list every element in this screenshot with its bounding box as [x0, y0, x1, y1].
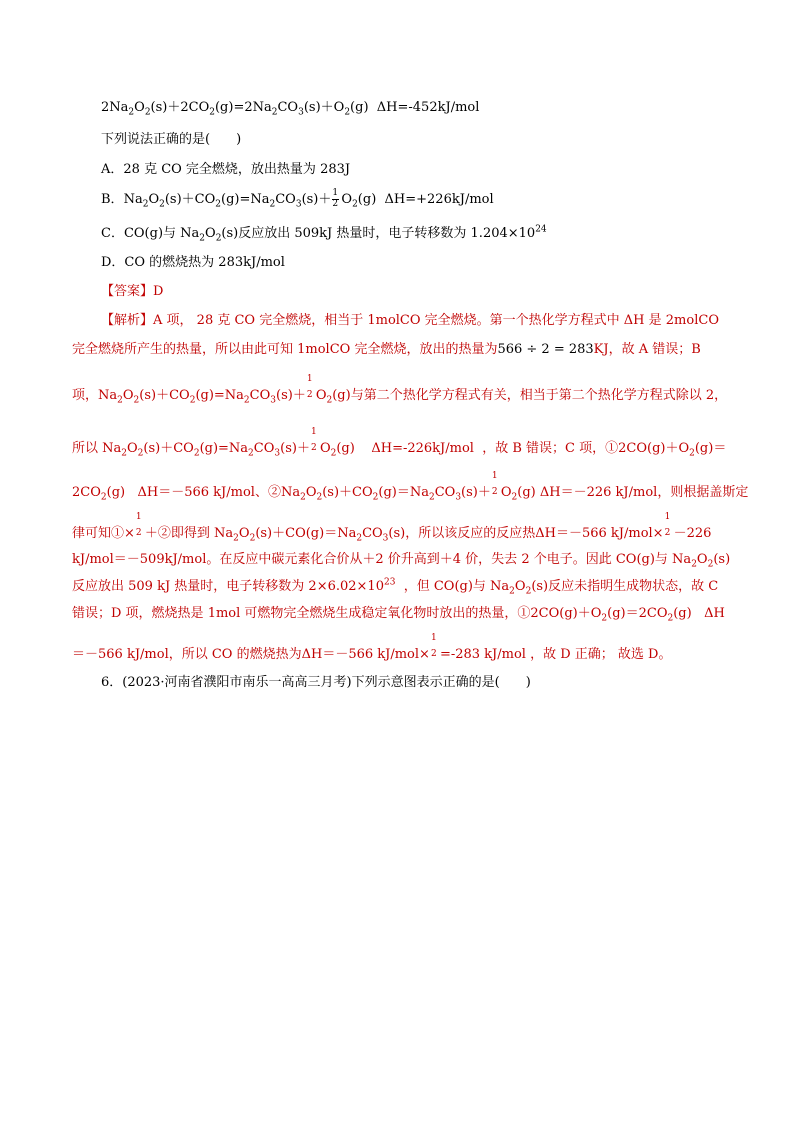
analysis-line-8: 反应放出 509 kJ 热量时，电子转移数为 $2\times 6.02\times 10^{23}$ ，但 CO(g)与 $Na_2O_2(s)$反应未指明生成物状态，故 C: [72, 577, 719, 597]
question-stem: 下列说法正确的是( ): [101, 132, 242, 147]
intro-equation: $2Na_2O_2(s)+2CO_2(g)=2Na_2CO_3(s)+O_2(g)$ ΔH=-452kJ/mol: [101, 100, 480, 118]
answer-label: 【答案】: [101, 284, 154, 299]
answer-value: D: [153, 284, 164, 299]
analysis-line-1: 【解析】A 项， 28 克 CO 完全燃烧，相当于 1molCO 完全燃烧。第一个热化学方程式中 ΔH 是 2molCO: [101, 313, 719, 328]
fraction-half: 1 2: [135, 511, 142, 538]
option-d: D．CO 的燃烧热为 283kJ/mol: [101, 255, 285, 270]
fraction-half: 1 2: [310, 426, 317, 453]
math-calculation: 566 ÷ 2 = 283: [497, 342, 594, 357]
fraction-half: 1 2: [306, 373, 313, 400]
fraction-half: 1 2: [430, 632, 437, 659]
analysis-line-4: 所以 $Na_2O_2(s)+CO_2(g)=Na_2CO_3(s)+$ 1 2 $O_2(g)$ ΔH=-226kJ/mol ，故 B 错误；C 项，$①2CO(g)+O_2(g)=$: [72, 426, 727, 459]
analysis-line-7: kJ/mol＝－509kJ/mol。在反应中碳元素化合价从＋2 价升高到＋4 价，失去 2 个电子。因此 CO(g)与 $Na_2O_2(s)$: [72, 552, 731, 570]
analysis-line-2: 完全燃烧所产生的热量，所以由此可知 1molCO 完全燃烧，放出的热量为566 ÷ 2 = 283KJ，故 A 错误；B: [72, 342, 701, 357]
analysis-label: 【解析】: [101, 313, 154, 328]
analysis-line-6: 律可知①× 1 2 ＋②即得到 $Na_2O_2(s)+CO(g)=Na_2CO_3(s)$，所以该反应的反应热ΔH＝－566 kJ/mol× 1 2 －226: [72, 511, 712, 544]
next-question: 6．(2023·河南省濮阳市南乐一高高三月考)下列示意图表示正确的是( ): [101, 675, 531, 690]
analysis-line-3: 项，$Na_2O_2(s)+CO_2(g)=Na_2CO_3(s)+$ 1 2 $O_2(g)$与第二个热化学方程式有关，相当于第二个热化学方程式除以 2，: [72, 373, 728, 406]
option-a: A．28 克 CO 完全燃烧，放出热量为 283J: [101, 162, 351, 177]
analysis-line-5: $2CO_2(g)$ ΔH＝－566 kJ/mol、$②Na_2O_2(s)+CO_2(g)=Na_2CO_3(s)+$ 1 2 $O_2(g)$ ΔH＝－226 kJ/mol，则根据盖斯定: [72, 470, 749, 503]
fraction-half: 1 2: [491, 470, 498, 497]
fraction-half: $\frac{1}{2}$: [332, 187, 339, 209]
fraction-half: 1 2: [664, 511, 671, 538]
answer-line: [101, 283, 163, 301]
option-b: B．$Na_2O_2(s)+CO_2(g)=Na_2CO_3(s)+$ $\frac{1}{2}$ $O_2(g)$ ΔH=+226kJ/mol: [101, 187, 494, 210]
analysis-line-9: 错误；D 项，燃烧热是 1mol 可燃物完全燃烧生成稳定氧化物时放出的热量，$①2CO(g)+O_2(g)=2CO_2(g)$ ΔH: [72, 606, 725, 624]
analysis-line-10: ＝－566 kJ/mol，所以 CO 的燃烧热为ΔH＝－566 kJ/mol× 1 2 =-283 kJ/mol ，故 D 正确； 故选 D。: [72, 632, 672, 662]
option-c: C．CO(g)与 $Na_2O_2(s)$反应放出 509kJ 热量时，电子转移数为 $1.204\times 10^{24}$: [101, 224, 547, 244]
